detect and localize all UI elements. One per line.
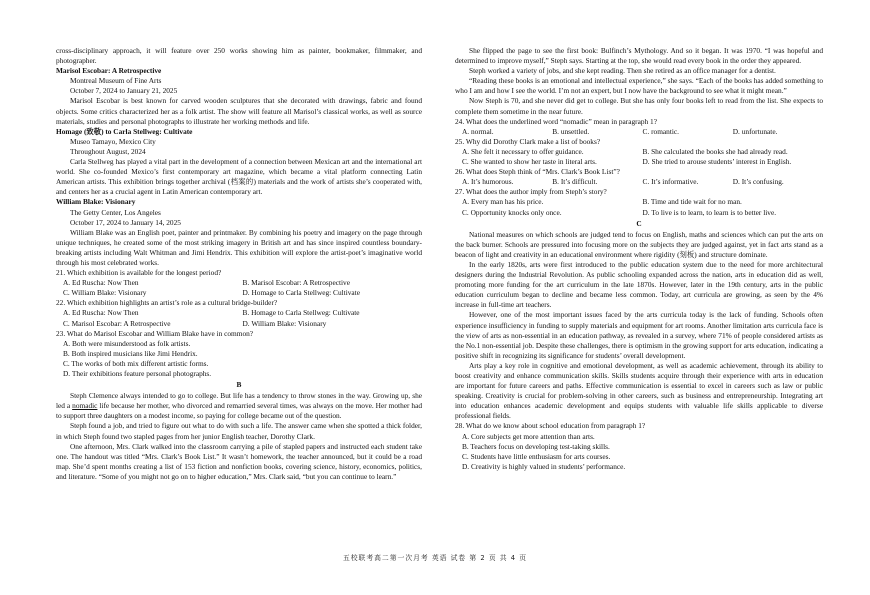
escobar-venue: Montreal Museum of Fine Arts — [70, 76, 162, 86]
q28-option-c: C. Students have little enthusiasm for arts courses. — [462, 451, 611, 461]
intro-tail: cross-disciplinary approach, it will feature over 250 works showing him as painter, bookmaker, filmmaker, and photographer. — [56, 46, 422, 66]
question-23 — [56, 329, 422, 379]
b-p1-pre: Steph Clemence always intended to go to college. But life has a tendency to throw stones in the way. Growing up, she led a — [56, 391, 422, 411]
q25-stem: 25. Why did Dorothy Clark make a list of books? — [455, 136, 601, 146]
q22-option-c: C. Marisol Escobar: A Retrospective — [63, 318, 171, 328]
q23-option-c: C. The works of both mix different artistic forms. — [63, 358, 209, 368]
q26-option-b: B. It’s difficult. — [552, 177, 598, 187]
homage-title: Homage (致敬) to Carla Stellweg: Cultivate — [56, 126, 193, 136]
blake-venue: The Getty Center, Los Angeles — [70, 207, 161, 217]
question-28 — [455, 421, 823, 471]
q27-option-c: C. Opportunity knocks only once. — [462, 207, 562, 217]
q21-stem: 21. Which exhibition is available for the longest period? — [56, 268, 222, 278]
section-b-heading: B — [236, 380, 242, 390]
q21-option-a: A. Ed Ruscha: Now Then — [63, 278, 139, 288]
question-24 — [455, 117, 823, 137]
nomadic-word: nomadic — [72, 401, 98, 411]
q22-option-a: A. Ed Ruscha: Now Then — [63, 308, 139, 318]
section-c-heading: C — [636, 218, 642, 228]
q21-option-b: B. Marisol Escobar: A Retrospective — [242, 278, 350, 288]
r-paragraph-3: “Reading these books is an emotional and intellectual experience,” she says. “Each of the books has added something to who I am and how I see the world. I’m not an expert, but I now have the background to see what it might mean.” — [455, 76, 823, 96]
q22-option-b: B. Homage to Carla Stellweg: Cultivate — [242, 308, 360, 318]
r-paragraph-2: Steph worked a variety of jobs, and she kept reading. Then she retired as an office manager for a dentist. — [469, 66, 776, 76]
q26-option-a: A. It’s humorous. — [462, 177, 514, 187]
q23-option-a: A. Both were misunderstood as folk artists. — [63, 338, 191, 348]
q24-option-b: B. unsettled. — [552, 126, 590, 136]
blake-dates: October 17, 2024 to January 14, 2025 — [70, 217, 181, 227]
q24-option-a: A. normal. — [462, 126, 494, 136]
left-column — [56, 46, 422, 482]
homage-body: Carla Stellweg has played a vital part in the development of a connection between Mexican art and the international art world. She co-founded Mexico’s first contemporary art magazine, which became a vital platform connecting Latin American artists. This exhibition brings together archival (档案的) materials and the work of artists she’s cooperated with, and centers her as a crucial agent in Latin American contemporary art. — [56, 157, 422, 197]
q25-option-a: A. She felt it necessary to offer guidance. — [462, 146, 584, 156]
q28-stem: 28. What do we know about school education from paragraph 1? — [455, 421, 646, 431]
q26-option-d: D. It’s confusing. — [732, 177, 784, 187]
question-26 — [455, 167, 823, 187]
q24-option-c: C. romantic. — [642, 126, 680, 136]
q23-option-d: D. Their exhibitions feature personal photographs. — [63, 369, 212, 378]
q25-option-d: D. She tried to arouse students’ interest in English. — [642, 157, 792, 167]
b-p1-post: life because her mother, who divorced and remarried several times, was always on the move. Her mother had to support three daughters on a modest income, so paying for college became out of the question. — [56, 401, 422, 421]
question-21 — [56, 268, 422, 298]
q25-option-c: C. She wanted to show her taste in literal arts. — [462, 157, 597, 167]
q23-stem: 23. What do Marisol Escobar and William Blake have in common? — [56, 328, 254, 338]
q27-option-b: B. Time and tide wait for no man. — [642, 197, 742, 207]
escobar-body: Marisol Escobar is best known for carved wooden sculptures that she decorated with drawings, fabric and found objects. Some critics characterized her as a folk artist. The show will feature all Marisol’s classical works, as well as source materials, studies and personal photographs to illustrate her working methods and life. — [56, 96, 422, 126]
q26-option-c: C. It’s informative. — [642, 177, 699, 187]
q28-option-a: A. Core subjects get more attention than arts. — [462, 431, 595, 441]
escobar-title: Marisol Escobar: A Retrospective — [56, 66, 162, 76]
q22-stem: 22. Which exhibition highlights an artist’s role as a cultural bridge-builder? — [56, 298, 278, 308]
r-paragraph-1: She flipped the page to see the first book: Bulfinch’s Mythology. And so it began. It was 1970. “I was hopeful and determined to improve myself,” Steph says. Starting at the top, she would read every book in the order they appeared. — [455, 46, 823, 66]
q28-option-d: D. Creativity is highly valued in students’ performance. — [462, 461, 626, 471]
b-paragraph-3: One afternoon, Mrs. Clark walked into the classroom carrying a pile of stapled papers and instructed each student take one. The handout was titled “Mrs. Clark’s Book List.” It wasn’t homework, the teacher announced, but it could be a road map. She’d spent months creating a list of 153 fiction and nonfiction books, covering science, history, economics, politics, and literature. “Some of you might not go on to higher education,” Mrs. Clark said, “but you can continue to learn.” — [56, 441, 422, 481]
c-paragraph-4: Arts play a key role in cognitive and emotional development, as well as academic achievement, through its ability to boost creativity and enhance communication skills. Skills students acquire through their experience with arts in education are important for future careers and paths. Effective communication is essential to excel in careers such as law or public speaking. Creativity is crucial for problem-solving in other careers, such as business and entrepreneurship. Integrating art into education enhances academic development and equips students with valuable life skills applicable to diverse professional fields. — [455, 360, 823, 421]
c-paragraph-1: National measures on which schools are judged tend to focus on English, maths and sciences which can put the arts on the back burner. Schools are pressured into focusing more on the subjects they are judged against, yet in fact arts stand as a beacon of light and creativity in an educational environment where rigidity (刻板) and structure dominate. — [455, 229, 823, 259]
question-25 — [455, 137, 823, 167]
c-paragraph-3: However, one of the most important issues faced by the arts curricula today is the lack of funding. Schools often experience insufficiency in funding to supply materials and equipment for art rooms. Another limitation arts curricula face is the view of arts as non-essential in an education pathway, as revealed in a survey, where 71% of people considered artists as the No.1 non-essential job. Despite these challenges, there is optimism in the growing support for arts education, indicating a positive shift in recognizing its significance for students’ overall development. — [455, 310, 823, 360]
question-27 — [455, 187, 823, 217]
q27-option-a: A. Every man has his price. — [462, 197, 544, 207]
escobar-dates: October 7, 2024 to January 21, 2025 — [70, 86, 178, 96]
page-footer: 五校联考高二第一次月考 英语 试卷 第 2 页 共 4 页 — [342, 554, 528, 562]
q23-option-b: B. Both inspired musicians like Jimi Hendrix. — [63, 348, 198, 358]
q27-stem: 27. What does the author imply from Steph’s story? — [455, 187, 607, 197]
q24-stem: 24. What does the underlined word “nomadic” mean in paragraph 1? — [455, 116, 657, 126]
q22-option-d: D. William Blake: Visionary — [242, 318, 327, 328]
q21-option-c: C. William Blake: Visionary — [63, 288, 147, 298]
q21-option-d: D. Homage to Carla Stellweg: Cultivate — [242, 288, 360, 298]
q26-stem: 26. What does Steph think of “Mrs. Clark’s Book List”? — [455, 167, 620, 177]
c-paragraph-2: In the early 1820s, arts were first introduced to the public education system due to the need for more architectural designers during the Industrial Revolution. As public schooling expanded across the nation, arts in education did as well, promoting more funding for the art curriculum in the late 1870s. However, later in the 19th century, arts in the public education curriculum began to decline and became less common. Today, art curricula are growing, as seen by the 4% increase in full-time art teachers. — [455, 259, 823, 310]
blake-title: William Blake: Visionary — [56, 197, 136, 207]
homage-venue: Museo Tamayo, Mexico City — [70, 136, 156, 146]
r-paragraph-4: Now Steph is 70, and she never did get to college. But she has only four books left to read from the list. She expects to complete them sometime in the near future. — [455, 96, 823, 116]
q27-option-d: D. To live is to learn, to learn is to better live. — [642, 207, 777, 217]
b-paragraph-2: Steph found a job, and tried to figure out what to do with such a life. The answer came when she spotted a thick folder, in which Steph found two stapled pages from her junior English teacher, Dorothy Clark. — [56, 421, 422, 441]
q25-option-b: B. She calculated the books she had already read. — [642, 146, 788, 156]
right-column — [455, 46, 823, 472]
homage-dates: Throughout August, 2024 — [70, 146, 146, 156]
b-paragraph-1 — [56, 391, 422, 421]
q24-option-d: D. unfortunate. — [732, 126, 778, 136]
q28-option-b: B. Teachers focus on developing test-taking skills. — [462, 441, 610, 451]
blake-body: William Blake was an English poet, painter and printmaker. By combining his poetry and imagery on the page through unique techniques, he created some of the most striking imagery in British art and has since inspired countless boundary-breaking artists including Walt Whitman and Jimi Hendrix. This exhibition will explore the artist-poet’s imaginative world through his most celebrated works. — [56, 227, 422, 267]
question-22 — [56, 298, 422, 328]
